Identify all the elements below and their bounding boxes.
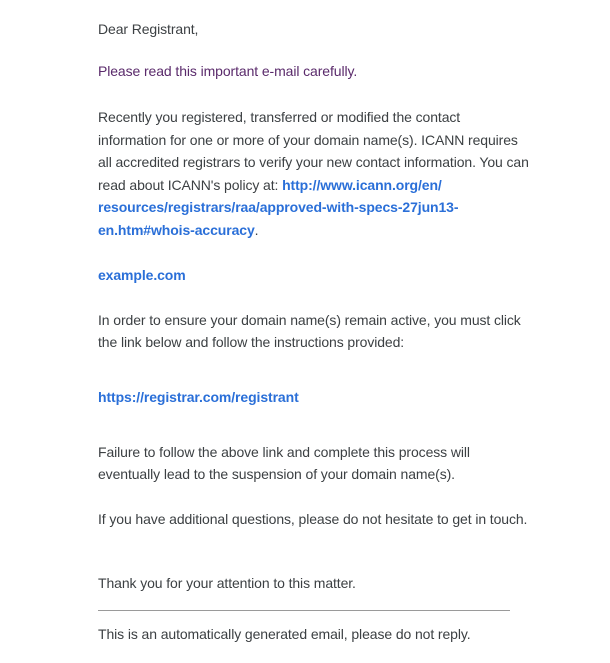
policy-prefix: read about ICANN's policy at: [98, 177, 283, 193]
policy-line-3 [98, 220, 258, 240]
footer-text: This is an automatically generated email, please do not reply. [98, 626, 471, 642]
instruction-line-2: the link below and follow the instructions provided: [98, 334, 405, 350]
body-line-2: information for one or more of your domain name(s). ICANN requires [98, 132, 518, 148]
domain-line [98, 265, 186, 285]
verify-line [98, 387, 299, 407]
policy-link-part-1[interactable]: http://www.icann.org/en/ [282, 177, 442, 193]
policy-line [98, 175, 442, 195]
failure-line-2: eventually lead to the suspension of your domain name(s). [98, 466, 455, 482]
questions-text: If you have additional questions, please do not hesitate to get in touch. [98, 511, 528, 527]
policy-link-part-2[interactable]: resources/registrars/raa/approved-with-specs-27jun13- [98, 199, 459, 215]
intro-text: Please read this important e-mail carefully. [98, 63, 358, 79]
policy-suffix: . [254, 222, 259, 238]
domain-link[interactable]: example.com [98, 267, 186, 283]
failure-line-1: Failure to follow the above link and complete this process will [98, 444, 470, 460]
policy-link-part-3[interactable]: en.htm#whois-accuracy [98, 222, 255, 238]
greeting: Dear Registrant, [98, 21, 199, 37]
instruction-line-1: In order to ensure your domain name(s) remain active, you must click [98, 312, 521, 328]
body-line-3: all accredited registrars to verify your new contact information. You can [98, 154, 529, 170]
thanks-text: Thank you for your attention to this matter. [98, 575, 356, 591]
verify-link[interactable]: https://registrar.com/registrant [98, 389, 299, 405]
body-line-1: Recently you registered, transferred or modified the contact [98, 109, 461, 125]
footer-divider [98, 610, 510, 611]
policy-line-2 [98, 197, 458, 217]
